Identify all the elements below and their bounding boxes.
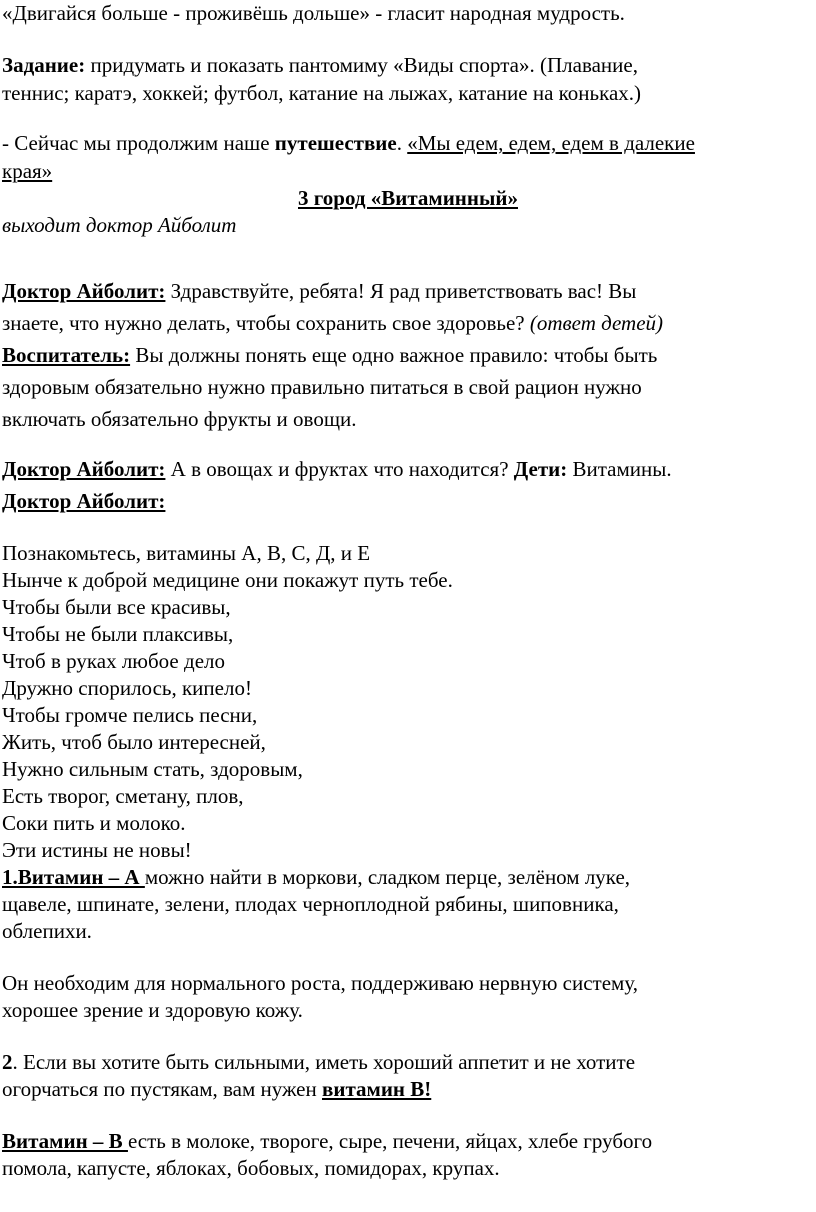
- stage-direction: выходит доктор Айболит: [2, 213, 237, 237]
- dialog-2-line-3: включать обязательно фрукты и овощи.: [2, 407, 357, 431]
- vitamin-b-intro-line-1: 2. Если вы хотите быть сильными, иметь хороший аппетит и не хотите: [2, 1050, 636, 1074]
- vitamin-a-line-1: 1.Витамин – А можно найти в моркови, сладком перце, зелёном луке,: [2, 865, 631, 889]
- poem-line: Жить, чтоб было интересней,: [2, 730, 266, 754]
- poem-line: Нужно сильным стать, здоровым,: [2, 757, 303, 781]
- dialog-3-line: Доктор Айболит: А в овощах и фруктах что находится? Дети: Витамины.: [2, 457, 672, 481]
- dialog-2-line-1: Воспитатель: Вы должны понять еще одно важное правило: чтобы быть: [2, 343, 658, 367]
- journey-line-1: - Сейчас мы продолжим наше путешествие. «Мы едем, едем, едем в далекие: [2, 131, 695, 155]
- task-line-1: Задание: придумать и показать пантомиму «Виды спорта». (Плавание,: [2, 53, 638, 77]
- poem-line: Чтобы были все красивы,: [2, 595, 231, 619]
- poem-line: Нынче к доброй медицине они покажут путь тебе.: [2, 568, 453, 592]
- poem-line: Эти истины не новы!: [2, 838, 192, 862]
- vitamin-a-line-2: щавеле, шпинате, зелени, плодах черноплодной рябины, шиповника,: [2, 892, 619, 916]
- poem-line: Соки пить и молоко.: [2, 811, 186, 835]
- dialog-1-line-1: Доктор Айболит: Здравствуйте, ребята! Я рад приветствовать вас! Вы: [2, 279, 637, 303]
- poem-line: Чтоб в руках любое дело: [2, 649, 225, 673]
- speaker-label: Воспитатель:: [2, 343, 131, 367]
- speaker-label: Доктор Айболит:: [2, 279, 166, 303]
- vitamin-b-line-2: помола, капусте, яблоках, бобовых, помидорах, крупах.: [2, 1156, 500, 1180]
- dialog-2-line-2: здоровым обязательно нужно правильно питаться в свой рацион нужно: [2, 375, 642, 399]
- vitamin-a-line-3: облепихи.: [2, 919, 92, 943]
- dialog-1-line-2: знаете, что нужно делать, чтобы сохранить свое здоровье? (ответ детей): [2, 311, 664, 335]
- task-line-2: теннис; каратэ, хоккей; футбол, катание на лыжах, катание на коньках.): [2, 81, 642, 105]
- poem-line: Дружно спорилось, кипело!: [2, 676, 252, 700]
- speaker-label: Доктор Айболит:: [2, 457, 166, 481]
- poem-line: Познакомьтесь, витамины А, В, С, Д, и Е: [2, 541, 371, 565]
- vitamin-b-line-1: Витамин – В есть в молоке, твороге, сыре, печени, яйцах, хлебе грубого: [2, 1129, 653, 1153]
- vitamin-a-label: 1.Витамин – А: [2, 865, 145, 889]
- poem-line: Есть творог, сметану, плов,: [2, 784, 244, 808]
- vitamin-b-label: Витамин – В: [2, 1129, 128, 1153]
- vitamin-b-intro-line-2: огорчаться по пустякам, вам нужен витамин В!: [2, 1077, 432, 1101]
- intro-line: «Двигайся больше - проживёшь дольше» - гласит народная мудрость.: [2, 1, 625, 25]
- section-title: 3 город «Витаминный»: [298, 186, 518, 210]
- speaker-label: Дети:: [513, 457, 568, 481]
- task-label: Задание:: [2, 53, 86, 77]
- poem-line: Чтобы не были плаксивы,: [2, 622, 234, 646]
- poem-line: Чтобы громче пелись песни,: [2, 703, 258, 727]
- dialog-4-speaker: Доктор Айболит:: [2, 489, 166, 513]
- vitamin-a-info-line-1: Он необходим для нормального роста, поддерживаю нервную систему,: [2, 971, 638, 995]
- journey-line-2: края»: [2, 159, 53, 183]
- vitamin-a-info-line-2: хорошее зрение и здоровую кожу.: [2, 998, 303, 1022]
